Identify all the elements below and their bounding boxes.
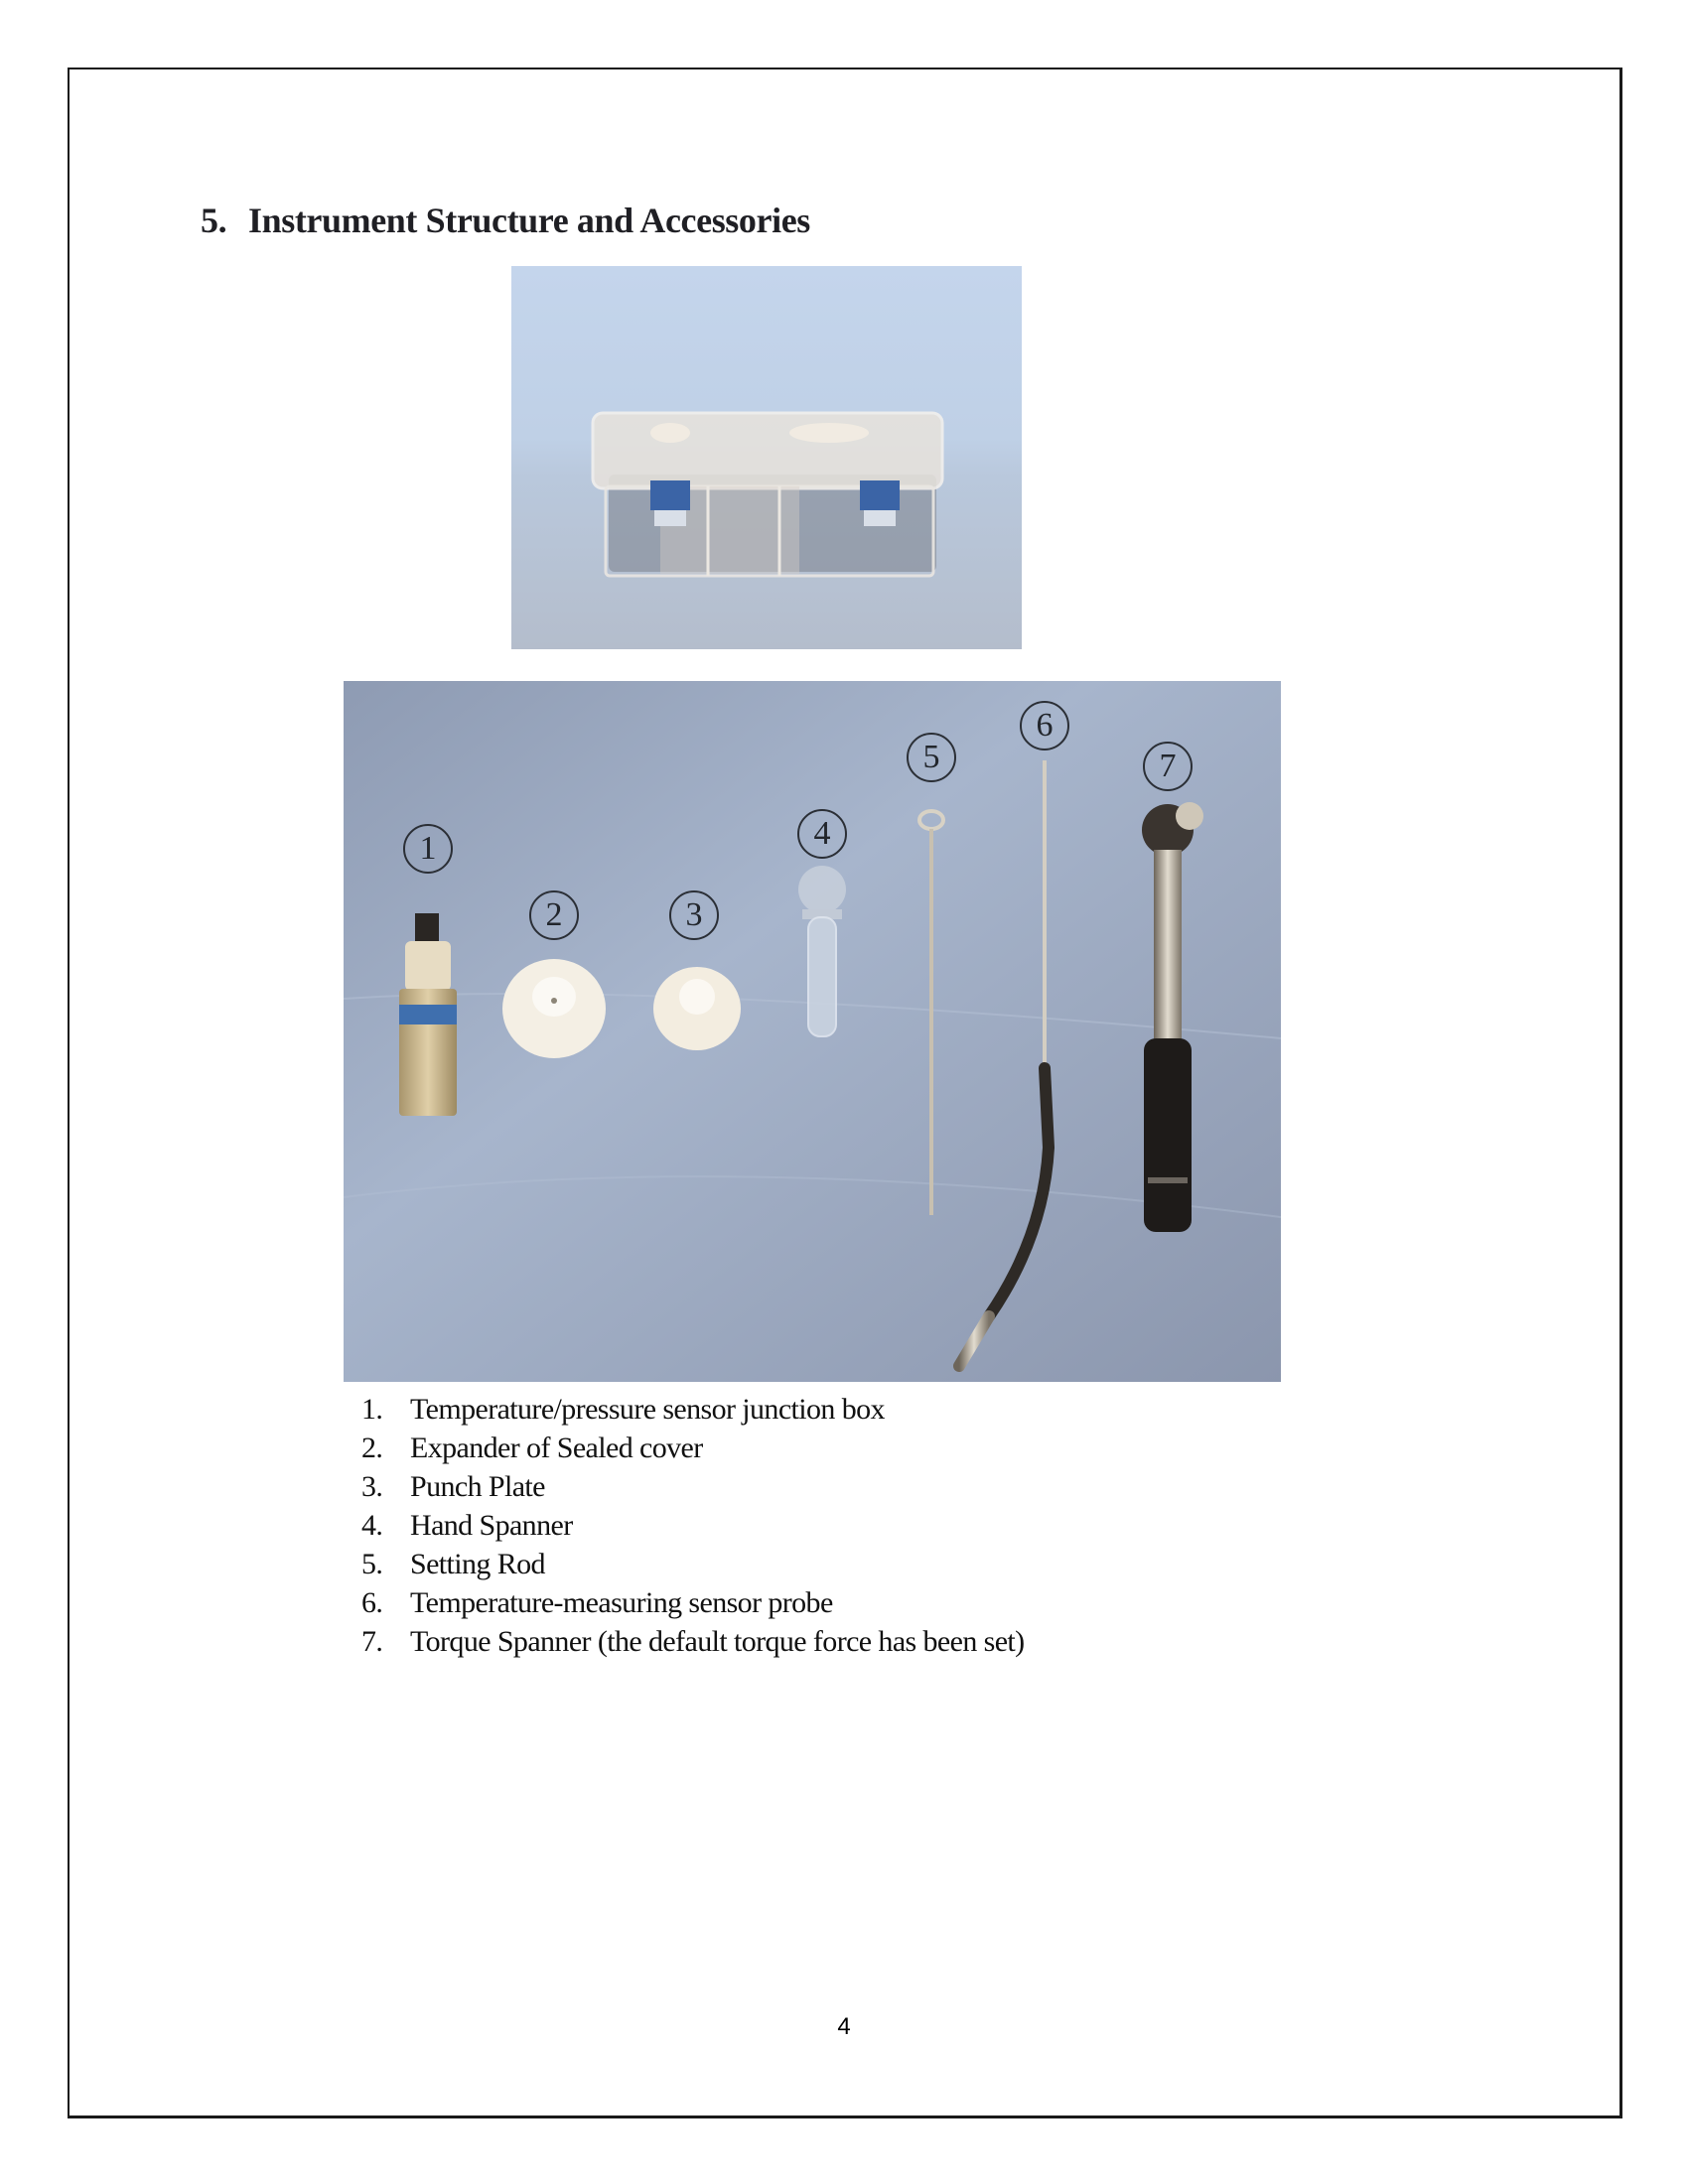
list-item [361,1545,1025,1583]
list-item-number: 7. [361,1625,383,1658]
list-item [361,1467,1025,1506]
section-heading [201,199,810,242]
callout-7: 7 [1143,742,1193,791]
list-item-label: Expander of Sealed cover [410,1432,703,1464]
list-item-number: 6. [361,1586,383,1619]
list-item-label: Temperature-measuring sensor probe [410,1586,833,1619]
list-item-label: Torque Spanner (the default torque force has been set) [410,1625,1025,1658]
list-item-number: 3. [361,1470,383,1503]
callout-4: 4 [797,809,847,859]
list-item [361,1622,1025,1661]
callout-6: 6 [1020,701,1069,751]
list-item-label: Setting Rod [410,1548,545,1580]
parts-list [361,1390,1025,1661]
list-item [361,1583,1025,1622]
list-item-number: 2. [361,1432,383,1464]
callout-2: 2 [529,890,579,940]
case-photo-image [511,266,1022,649]
section-number: 5. [201,201,227,240]
list-item-number: 4. [361,1509,383,1542]
list-item-label: Temperature/pressure sensor junction box [410,1393,885,1426]
list-item [361,1390,1025,1429]
callout-1: 1 [403,824,453,874]
page-number: 4 [837,2013,851,2040]
accessories-photo-image [344,681,1281,1382]
list-item-label: Hand Spanner [410,1509,573,1542]
section-title: Instrument Structure and Accessories [248,201,810,240]
list-item-number: 5. [361,1548,383,1580]
list-item-number: 1. [361,1393,383,1426]
list-item [361,1429,1025,1467]
callout-5: 5 [907,733,956,782]
list-item [361,1506,1025,1545]
list-item-label: Punch Plate [410,1470,545,1503]
case-photo [511,266,1022,649]
accessories-photo [344,681,1281,1382]
callout-3: 3 [669,890,719,940]
